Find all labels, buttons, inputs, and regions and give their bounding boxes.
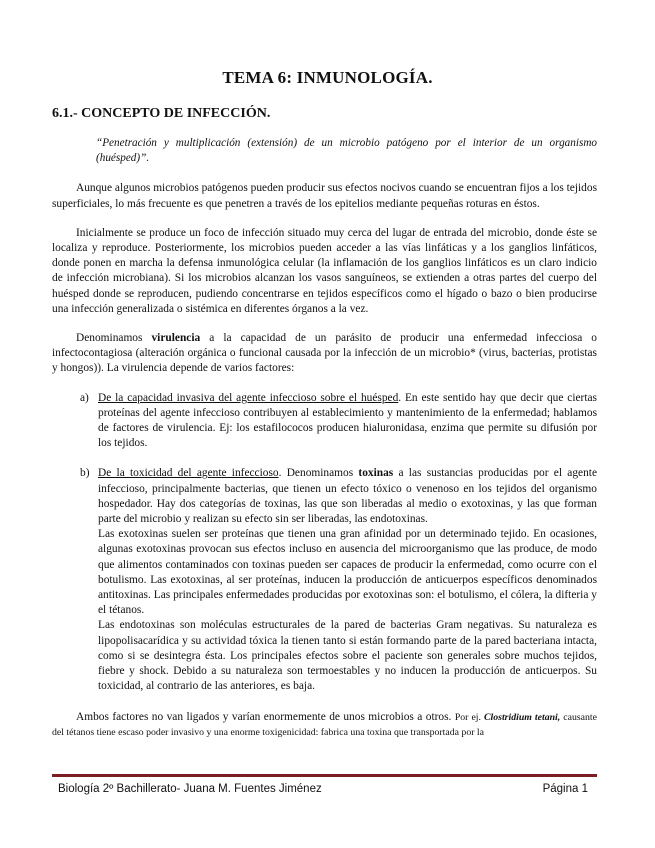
text-run: a las sustancias producidas por el agente infeccioso, principalmente bacterias, que tienen un efecto tóxico o venenoso en los tejidos del organismo hospedador. Hay dos categorías de toxinas, las que son liberadas al medio o exotoxinas, y las que forman parte del microbio y realizan su efecto sin ser liberadas, las endotoxinas.	[98, 467, 597, 526]
species-name: Clostridium tetani,	[483, 711, 561, 723]
factor-a-paragraph	[98, 391, 597, 452]
factor-a-body	[98, 391, 597, 452]
text-run-small: Por ej.	[454, 711, 484, 723]
paragraph-spread: Inicialmente se produce un foco de infección situado muy cerca del lugar de entrada del microbio, donde éste se localiza y reproduce. Posteriormente, los microbios pueden acceder a las vías linfáticas y a los ganglios linfáticos, donde ponen en marcha la defensa inmunológica celular (la inflamación de los ganglios linfáticos es un claro indicio de infección microbiana). Si los microbios alcanzan los vasos sanguíneos, se extienden a otras partes del cuerpo del huésped donde se reproducen, pudiendo concentrarse en tejidos específicos como el hígado o bazo o bien producirse una infección generalizada o sistémica en diferentes órganos a la vez.	[52, 226, 597, 315]
list-marker: a)	[80, 391, 89, 404]
section-heading: 6.1.- CONCEPTO DE INFECCIÓN.	[52, 106, 271, 121]
toxins-term: toxinas	[358, 467, 394, 480]
text-run: . En este sentido hay que decir que ciertas proteínas del agente infeccioso contribuyen al establecimiento y mantenimiento de la enfermedad; hablamos de factores de virulencia. Ej: los estafilococos producen hialuronidasa, enzima que permite su difusión por los tejidos.	[98, 391, 597, 450]
footer-author: Biología 2º Bachillerato- Juana M. Fuentes Jiménez	[58, 783, 322, 795]
page-footer	[58, 783, 588, 795]
list-marker: b)	[80, 467, 90, 480]
text-run: a la capacidad de un parásito de producir una enfermedad infecciosa o infectocontagiosa (alteración orgánica o funcional causada por la infección de un microbio* (virus, bacterias, protistas y hongos)). La virulencia depende de varios factores:	[52, 332, 597, 375]
factor-a-heading: De la capacidad invasiva del agente infeccioso sobre el huésped	[98, 391, 399, 404]
endotoxins-paragraph: Las endotoxinas son moléculas estructurales de la pared de bacterias Gram negativas. Su naturaleza es lipopolisacarídica y su actividad tóxica la tienen tanto si están formando parte de la pared bacteriana intacta, como si se desintegra ésta. Los principales efectos sobre el paciente son generales sobre muchos tejidos, fiebre y shock. Debido a su naturaleza son termoestables y no inducen la producción de anticuerpos. Su toxicidad, al contrario de las anteriores, es baja.	[98, 619, 597, 693]
document-body	[52, 136, 597, 754]
list-item-factor-a	[52, 391, 597, 452]
footer-divider	[52, 774, 597, 777]
text-run: Denominamos	[76, 332, 152, 345]
virulence-term: virulencia	[151, 332, 201, 345]
exotoxins-paragraph: Las exotoxinas suelen ser proteínas que tienen una gran afinidad por un determinado tejido. En ocasiones, algunas exotoxinas provocan sus efectos incluso en ausencia del microorganismo que las produce, de modo que alimentos contaminados con toxinas pueden ser capaces de producir la enfermedad, como ocurre con el botulismo. Las exotoxinas, al ser proteínas, inducen la producción de anticuerpos específicos denominados antitoxinas. Las principales enfermedades producidas por exotoxinas son: el botulismo, el cólera, la difteria y el tétanos.	[98, 528, 597, 617]
page-number: Página 1	[542, 783, 588, 795]
text-run-small: causante del tétanos tiene escaso poder invasivo y una enorme toxigenicidad: fabrica una toxina que transportada por la	[52, 711, 597, 738]
paragraph-penetration: Aunque algunos microbios patógenos pueden producir sus efectos nocivos cuando se encuentran fijos a los tejidos superficiales, lo más frecuente es que penetren a través de los epitelios mediante pequeñas roturas en éstos.	[52, 182, 597, 210]
text-run: . Denominamos	[278, 467, 359, 480]
virulence-factors-list	[52, 391, 597, 695]
factor-b-heading: De la toxicidad del agente infeccioso	[98, 467, 279, 480]
infection-definition: “Penetración y multiplicación (extensión) de un microbio patógeno por el interior de un organismo (huésped)”.	[96, 137, 597, 165]
paragraph-closing	[52, 710, 597, 740]
text-run: Ambos factores no van ligados y varían enormemente de unos microbios a otros.	[76, 710, 455, 723]
factor-b-paragraph	[98, 466, 597, 527]
list-item-factor-b	[52, 466, 597, 694]
paragraph-virulence	[52, 331, 597, 377]
factor-b-body	[98, 466, 597, 694]
page-title: TEMA 6: INMUNOLOGÍA.	[222, 68, 433, 87]
